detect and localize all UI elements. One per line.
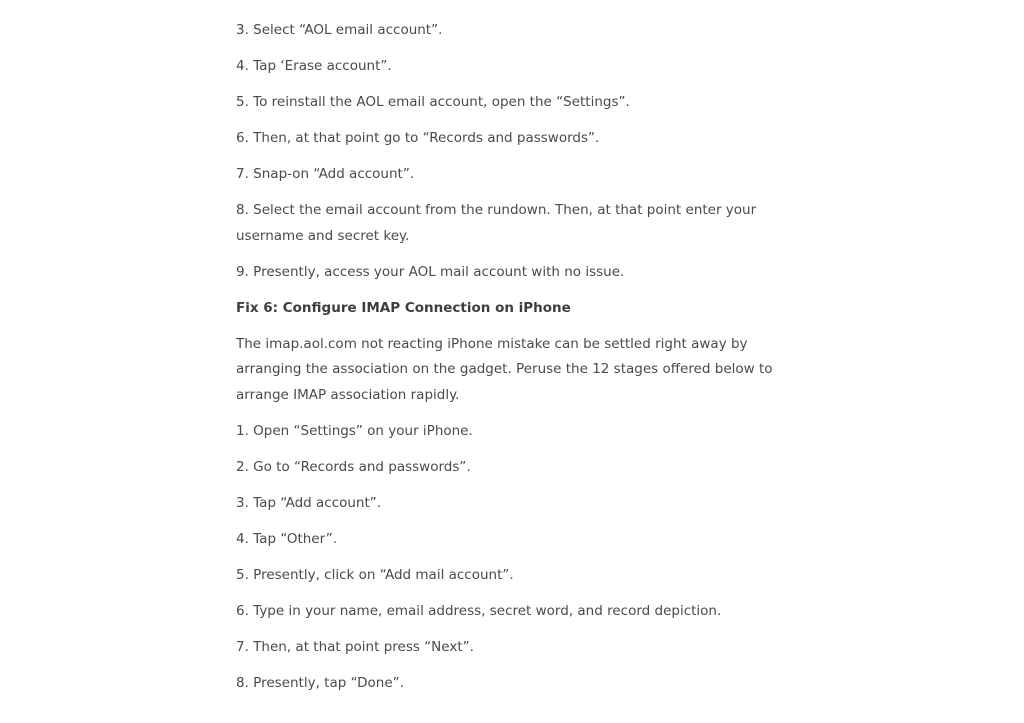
step-item: 4. Tap ‘Erase account”.	[236, 58, 392, 74]
step-item: 4. Tap “Other”.	[236, 530, 338, 547]
step-item: 8. Presently, tap “Done”.	[236, 674, 404, 691]
step-item: 3. Tap “Add account”.	[236, 494, 382, 511]
step-item: 8. Select the email account from the rundown. Then, at that point enter your username and secret key.	[236, 202, 757, 244]
step-item: 2. Go to “Records and passwords”.	[236, 458, 471, 475]
step-item: 5. Presently, click on “Add mail account”.	[236, 566, 514, 583]
section-heading: Fix 6: Configure IMAP Connection on iPhone	[236, 299, 571, 316]
article-body	[236, 18, 788, 707]
step-item: 5. To reinstall the AOL email account, open the “Settings”.	[236, 94, 630, 110]
section-intro: The imap.aol.com not reacting iPhone mistake can be settled right away by arranging the association on the gadget. Peruse the 12 stages offered below to arrange IMAP association rapidly.	[236, 335, 773, 403]
step-item: 3. Select “AOL email account”.	[236, 22, 443, 38]
step-item: 6. Then, at that point go to “Records and passwords”.	[236, 130, 600, 146]
step-item: 1. Open “Settings” on your iPhone.	[236, 422, 473, 439]
step-item: 7. Snap-on “Add account”.	[236, 166, 415, 182]
step-item: 6. Type in your name, email address, secret word, and record depiction.	[236, 602, 722, 619]
step-item: 9. Presently, access your AOL mail account with no issue.	[236, 263, 625, 280]
step-item: 7. Then, at that point press “Next”.	[236, 638, 474, 655]
